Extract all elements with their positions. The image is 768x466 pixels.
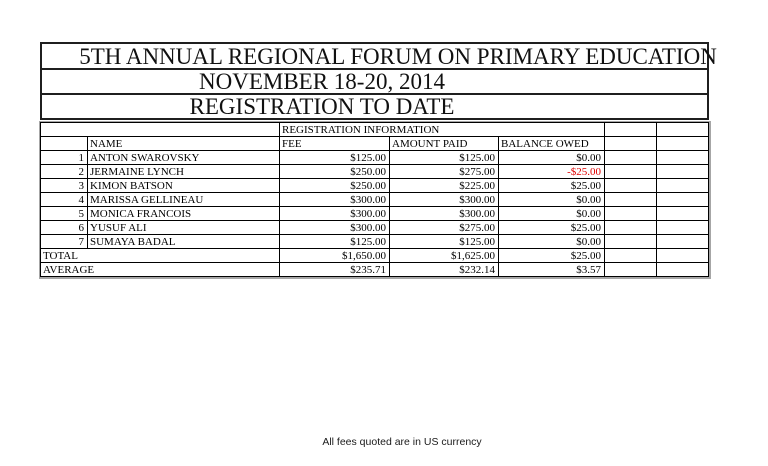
- amount-paid-cell: $275.00: [390, 165, 499, 179]
- registration-table: [40, 122, 709, 277]
- balance-owed-cell-negative: -$25.00: [499, 165, 605, 179]
- fee-cell: $300.00: [280, 193, 390, 207]
- title-line-3: REGISTRATION TO DATE: [189, 94, 455, 119]
- balance-owed-cell: $25.00: [499, 179, 605, 193]
- title-block: [40, 42, 717, 120]
- empty-cell: [657, 221, 709, 235]
- table-row: [41, 193, 709, 207]
- name-cell: ANTON SWAROVSKY: [88, 151, 280, 165]
- amount-paid-cell: $300.00: [390, 193, 499, 207]
- row-number-cell: 3: [41, 179, 88, 193]
- column-header-fee: FEE: [280, 137, 390, 151]
- total-row: [41, 249, 709, 263]
- empty-cell: [657, 151, 709, 165]
- balance-owed-cell: $25.00: [499, 221, 605, 235]
- empty-cell: [605, 221, 657, 235]
- row-number-cell: 6: [41, 221, 88, 235]
- table-row: [41, 221, 709, 235]
- row-number-cell: 4: [41, 193, 88, 207]
- empty-cell: [605, 249, 657, 263]
- row-number-cell: 7: [41, 235, 88, 249]
- row-number-cell: 1: [41, 151, 88, 165]
- fee-cell: $125.00: [280, 151, 390, 165]
- balance-owed-cell: $0.00: [499, 151, 605, 165]
- row-number-cell: 2: [41, 165, 88, 179]
- total-label-cell: TOTAL: [41, 249, 280, 263]
- empty-cell: [657, 137, 709, 151]
- name-cell: JERMAINE LYNCH: [88, 165, 280, 179]
- column-header-amount-paid: AMOUNT PAID: [390, 137, 499, 151]
- empty-cell: [657, 235, 709, 249]
- balance-owed-cell: $0.00: [499, 193, 605, 207]
- average-fee-cell: $235.71: [280, 263, 390, 277]
- row-number-cell: 5: [41, 207, 88, 221]
- column-header-balance-owed: BALANCE OWED: [499, 137, 605, 151]
- fee-cell: $300.00: [280, 207, 390, 221]
- empty-cell: [605, 179, 657, 193]
- table-row: [41, 151, 709, 165]
- amount-paid-cell: $225.00: [390, 179, 499, 193]
- table-row: [41, 207, 709, 221]
- total-amount-paid-cell: $1,625.00: [390, 249, 499, 263]
- amount-paid-cell: $275.00: [390, 221, 499, 235]
- column-header-name: NAME: [88, 137, 280, 151]
- empty-cell: [657, 207, 709, 221]
- fee-cell: $300.00: [280, 221, 390, 235]
- empty-cell: [41, 123, 280, 137]
- empty-cell: [605, 165, 657, 179]
- empty-cell: [657, 165, 709, 179]
- average-row: [41, 263, 709, 277]
- empty-cell: [657, 179, 709, 193]
- amount-paid-cell: $125.00: [390, 235, 499, 249]
- name-cell: KIMON BATSON: [88, 179, 280, 193]
- average-label-cell: AVERAGE: [41, 263, 280, 277]
- average-amount-paid-cell: $232.14: [390, 263, 499, 277]
- amount-paid-cell: $300.00: [390, 207, 499, 221]
- empty-cell: [605, 263, 657, 277]
- footer-note: All fees quoted are in US currency: [322, 436, 482, 448]
- column-header-row: [41, 137, 709, 151]
- empty-cell: [605, 151, 657, 165]
- empty-cell: [41, 137, 88, 151]
- fee-cell: $250.00: [280, 165, 390, 179]
- empty-cell: [657, 263, 709, 277]
- balance-owed-cell: $0.00: [499, 207, 605, 221]
- total-balance-owed-cell: $25.00: [499, 249, 605, 263]
- table-row: [41, 235, 709, 249]
- title-line-2: NOVEMBER 18-20, 2014: [42, 70, 707, 95]
- total-fee-cell: $1,650.00: [280, 249, 390, 263]
- empty-cell: [657, 123, 709, 137]
- empty-cell: [605, 235, 657, 249]
- section-header-cell: REGISTRATION INFORMATION: [280, 123, 605, 137]
- balance-owed-cell: $0.00: [499, 235, 605, 249]
- name-cell: YUSUF ALI: [88, 221, 280, 235]
- empty-cell: [657, 249, 709, 263]
- table-row: [41, 179, 709, 193]
- name-cell: SUMAYA BADAL: [88, 235, 280, 249]
- title-line-1: 5TH ANNUAL REGIONAL FORUM ON PRIMARY EDUCATION: [42, 44, 707, 70]
- average-balance-owed-cell: $3.57: [499, 263, 605, 277]
- fee-cell: $250.00: [280, 179, 390, 193]
- section-header-row: [41, 123, 709, 137]
- name-cell: MONICA FRANCOIS: [88, 207, 280, 221]
- fee-cell: $125.00: [280, 235, 390, 249]
- registration-table-frame: [39, 121, 711, 279]
- empty-cell: [605, 193, 657, 207]
- empty-cell: [605, 207, 657, 221]
- empty-cell: [605, 123, 657, 137]
- empty-cell: [605, 137, 657, 151]
- name-cell: MARISSA GELLINEAU: [88, 193, 280, 207]
- table-row: [41, 165, 709, 179]
- empty-cell: [657, 193, 709, 207]
- amount-paid-cell: $125.00: [390, 151, 499, 165]
